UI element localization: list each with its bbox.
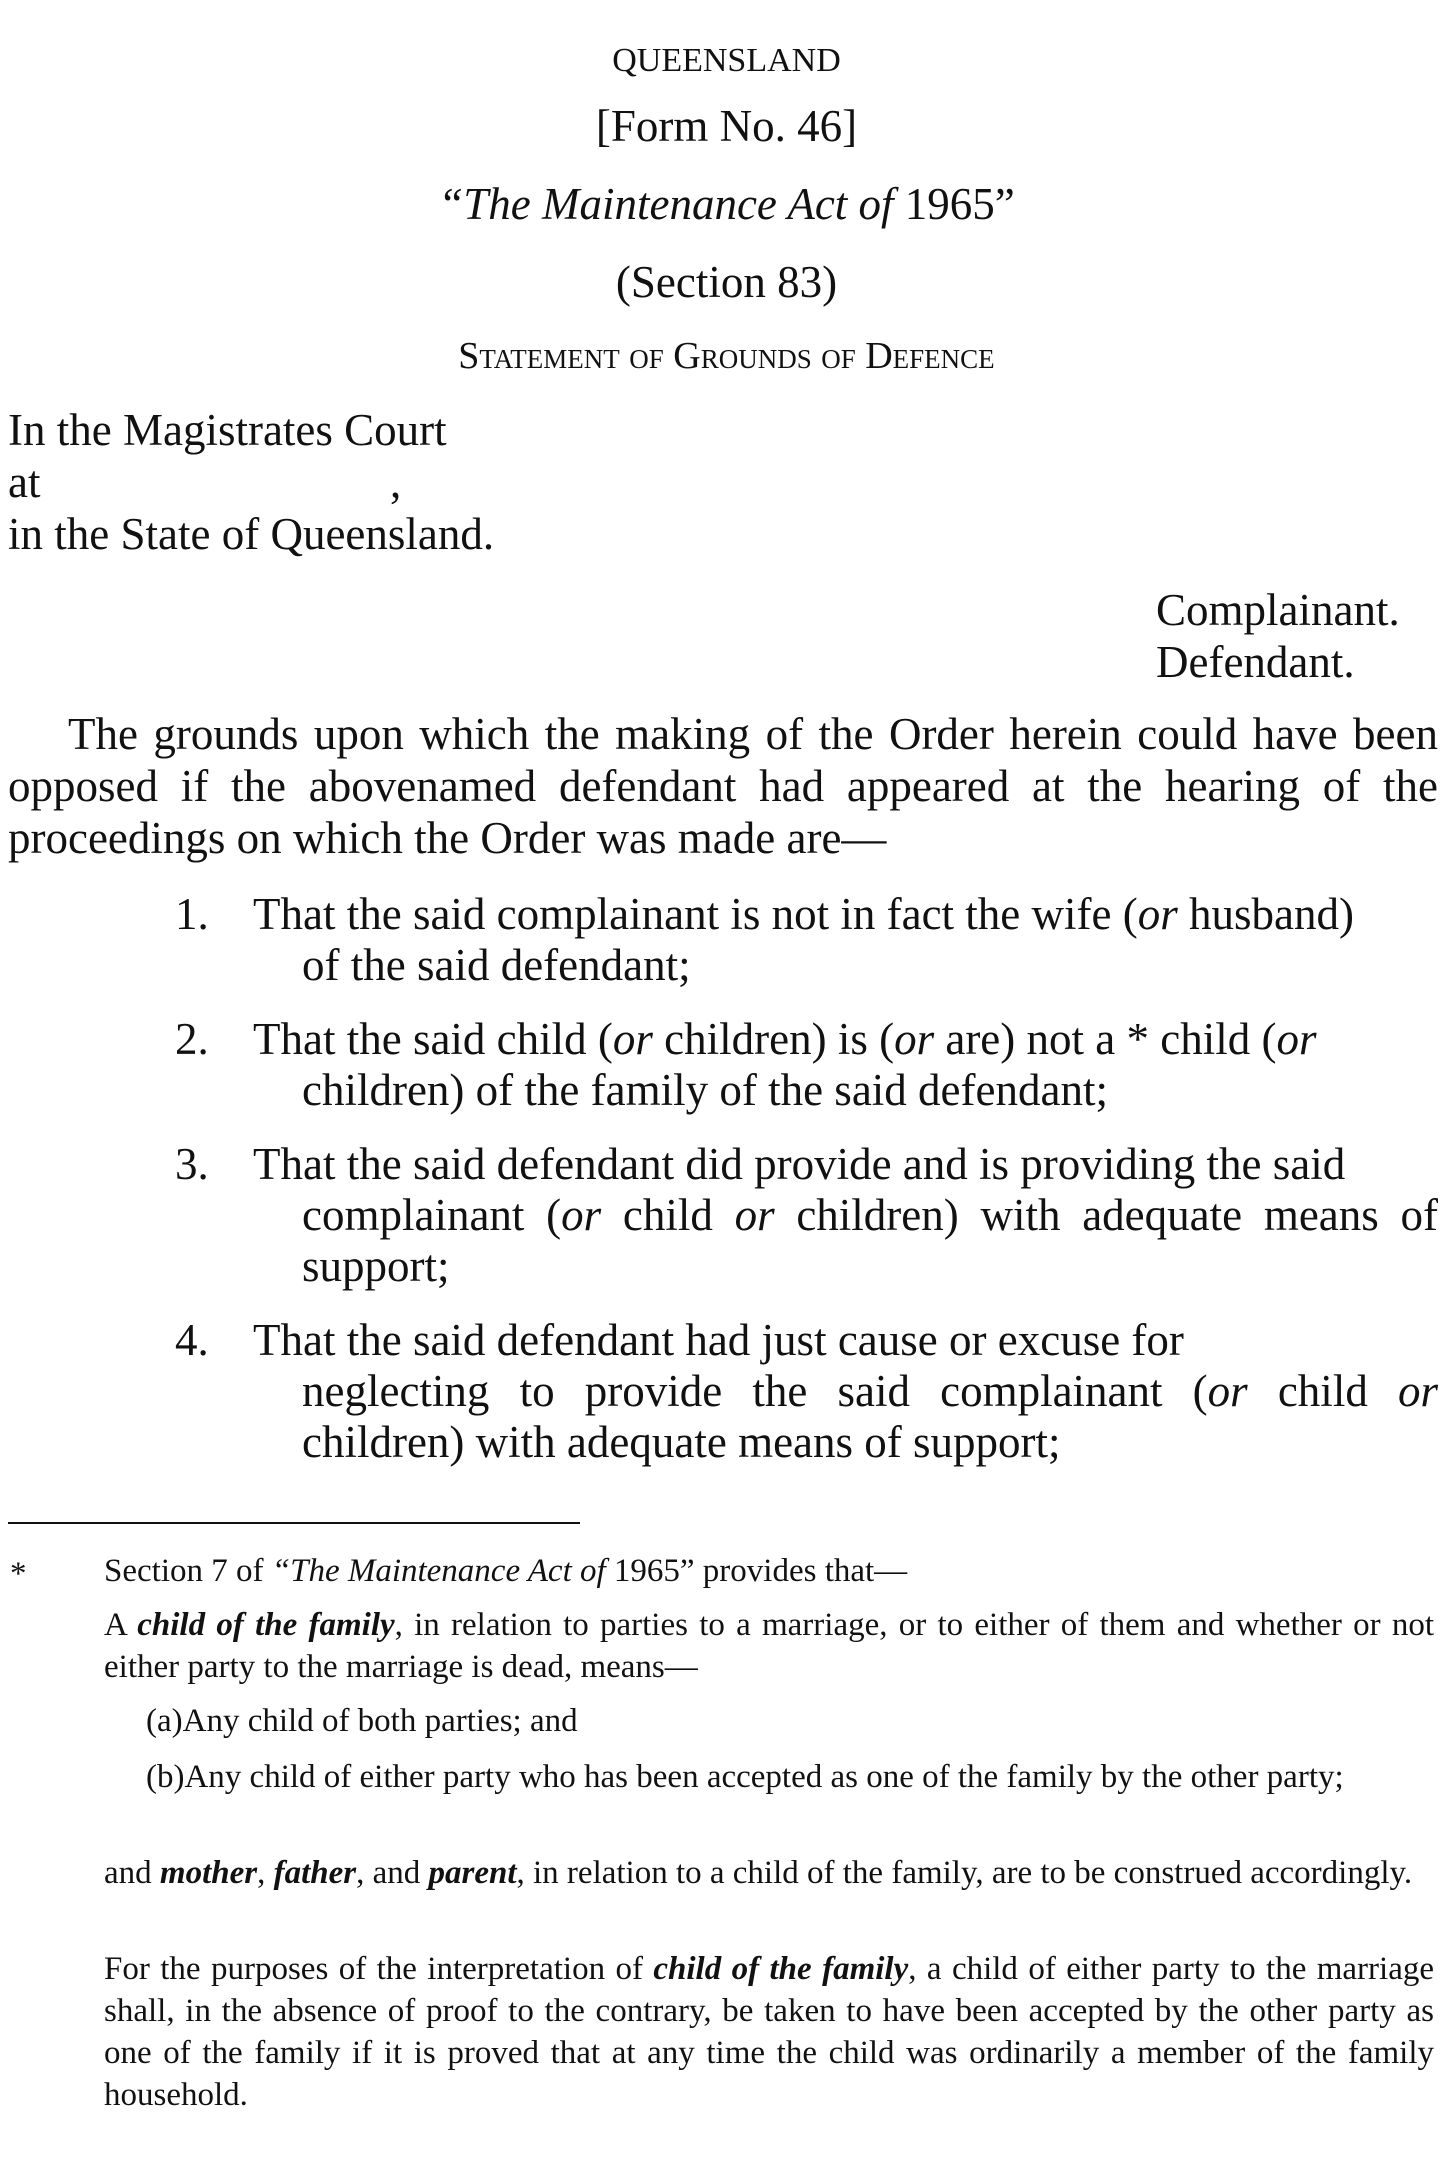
act-title [0, 178, 1453, 230]
ground-text: That the said complainant is not in fact the wife (or husband) of the said defendant; [253, 889, 1354, 990]
complainant-label: Complainant. [1156, 585, 1400, 635]
grounds-intro: The grounds upon which the making of the Order herein could have been opposed if the abovenamed defendant had appeared at the hearing of the proceedings on which the Order was made are— [8, 709, 1438, 863]
defined-term: child of the family [137, 1607, 395, 1643]
jurisdiction-heading: QUEENSLAND [612, 42, 841, 79]
ground-text: That the said child (or children) is (or are) not a * child (or children) of the family of the said defendant; [253, 1014, 1317, 1115]
ground-number: 1. [175, 889, 209, 939]
section-reference: (Section 83) [615, 257, 838, 307]
form-number: [Form No. 46] [595, 101, 858, 151]
court-line-at: at [8, 457, 41, 507]
footnote-sub-a: (a)Any child of both parties; and [146, 1703, 578, 1739]
court-line-3: in the State of Queensland. [8, 509, 495, 559]
ground-item [175, 889, 1438, 999]
ground-item [175, 1315, 1438, 1475]
footnote-marker: * [10, 1556, 27, 1592]
court-line-1: In the Magistrates Court [8, 405, 447, 455]
footnote-divider [8, 1522, 580, 1524]
defendant-label: Defendant. [1156, 637, 1355, 687]
act-title-italic: “The Maintenance Act of [438, 179, 894, 229]
ground-number: 3. [175, 1139, 209, 1189]
ground-text: That the said defendant had just cause or excuse for neglecting to provide the said complainant (or child or children) with adequate means of support; [253, 1315, 1438, 1467]
footnote-intro: Section 7 of “The Maintenance Act of 1965” provides that— [104, 1553, 908, 1589]
act-year: 1965” [893, 179, 1015, 229]
ground-number: 2. [175, 1014, 209, 1064]
ground-item [175, 1139, 1438, 1299]
ground-item [175, 1014, 1438, 1124]
statement-title: Statement of Grounds of Defence [458, 335, 995, 377]
ground-number: 4. [175, 1315, 209, 1365]
footnote-definition: A child of the family, in relation to parties to a marriage, or to either of them and whether or not either party to the marriage is dead, means— [104, 1607, 1435, 1685]
footnote-purposes: For the purposes of the interpretation of child of the family, a child of either party to the marriage shall, in the absence of proof to the contrary, be taken to have been accepted by the other party as one of the family if it is proved that at any time the child was ordinarily a member of the family household. [104, 1951, 1434, 2113]
footnote-construction: and mother, father, and parent, in relation to a child of the family, are to be construed accordingly. [104, 1855, 1413, 1891]
court-line-comma: , [390, 457, 402, 507]
ground-text: That the said defendant did provide and is providing the said complainant (or child or children) with adequate means of support; [253, 1139, 1438, 1291]
footnote-sub-b: (b)Any child of either party who has been accepted as one of the family by the other party; [146, 1759, 1344, 1795]
